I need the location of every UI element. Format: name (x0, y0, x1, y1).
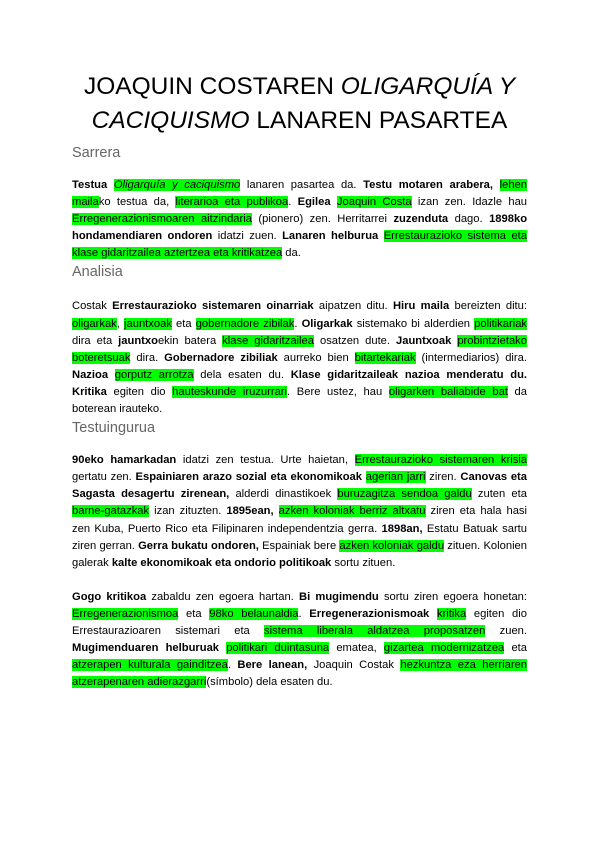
bold-text: Espainiaren arazo sozial eta ekonomikoak (135, 471, 362, 484)
highlighted-text: Erregenerazionismoaren aitzindaria (72, 213, 252, 226)
plain-text: dela esaten du. (193, 368, 291, 381)
paragraph-testuingurua-1 (72, 452, 527, 572)
plain-text (274, 505, 279, 517)
bold-text: jauntxo (118, 334, 158, 347)
bold-text: zuzenduta (393, 213, 449, 226)
section-heading-testuingurua: Testuingurua (72, 420, 156, 437)
plain-text: gertatu zen. (72, 471, 136, 484)
plain-text: Joaquin Costak (307, 659, 401, 672)
plain-text: ziren eta hala hasi zen Kuba, Puerto Rico eta Filipinaren independentzia gerra. (72, 505, 527, 535)
bold-text: Canovas eta Sagasta desagertu zirenean, (72, 471, 527, 501)
paragraph-analisia (72, 298, 527, 418)
plain-text: aurreko bien (277, 351, 355, 364)
highlighted-text: oligarken baliabide bat (388, 385, 508, 398)
plain-text (108, 369, 115, 381)
highlighted-text: hezkuntza eza herriaren atzerapenaren adierazgarri (72, 659, 527, 689)
plain-text: sortu ziren egoera honetan: (378, 590, 527, 603)
plain-text: dira. (130, 351, 165, 364)
plain-text: Costak (72, 300, 113, 313)
highlighted-text: buruzagitza sendoa galdu (337, 488, 472, 501)
plain-text: aipatzen ditu. (313, 300, 393, 313)
highlighted-text: Erregenerazionismoa (72, 607, 179, 620)
highlighted-text: gizartea modernizatzea (383, 642, 505, 655)
plain-text: osatzen dute. (313, 334, 396, 347)
bold-text: 90eko hamarkadan (72, 454, 177, 467)
plain-text: . (227, 659, 238, 672)
highlighted-text: Errestaurazioko sistemaren krisia (354, 454, 527, 467)
highlighted-text: lehen maila (72, 179, 527, 209)
document-page (72, 70, 527, 691)
plain-text: eta (504, 642, 528, 655)
paragraph-sarrera (72, 177, 527, 262)
bold-text: Egilea (297, 196, 337, 209)
plain-text: idatzi zen testua. Urte haietan, (176, 454, 355, 467)
title-italic-work: OLIGARQUÍA Y CACIQUISMO (91, 73, 516, 134)
plain-text: . Bere ustez, hau (287, 385, 389, 398)
plain-text: Espainiak bere (258, 539, 340, 552)
bold-text: Gerra bukatu ondoren, (138, 539, 259, 552)
paragraph-testuingurua-2 (72, 589, 527, 692)
document-title (72, 70, 527, 138)
highlighted-text: azken koloniak galdu (339, 539, 445, 552)
plain-text: alderdi dinastikoek (229, 488, 338, 501)
plain-text: zabaldu zen egoera hartan. (146, 590, 299, 603)
highlighted-text: kritika (436, 607, 467, 620)
plain-text: dira eta (72, 334, 119, 347)
plain-text: sistemako bi alderdien (352, 317, 475, 330)
plain-text: eta (178, 607, 210, 620)
plain-text: ematea, (329, 642, 384, 655)
highlighted-text: hauteskunde iruzurrari (172, 385, 288, 398)
title-part-2: LANAREN PASARTEA (249, 107, 508, 134)
bold-text: Hiru maila (392, 300, 450, 313)
highlighted-text: bitartekariak (354, 351, 416, 364)
bold-text: Jauntxoak (396, 334, 452, 347)
highlighted-text: azken koloniak berriz altxatu (278, 505, 426, 518)
bold-text: Oligarkak (301, 317, 353, 330)
bold-text: Lanaren helburua (282, 230, 384, 243)
bold-text: Bere lanean, (237, 659, 308, 672)
bold-text: Bi mugimendu (299, 590, 379, 603)
plain-text: , (116, 317, 125, 330)
highlighted-text: atzerapen kulturala gainditzea (72, 659, 228, 672)
plain-text: egiten dio Errestaurazioaren sistemari eta (72, 607, 527, 637)
bold-text: Gogo kritikoa (72, 590, 147, 603)
plain-text: (intermediarios) dira. (415, 351, 527, 364)
section-heading-sarrera: Sarrera (72, 145, 121, 161)
bold-text: Klase gidaritzaileak nazioa menderatu du. Kritika (72, 368, 528, 398)
plain-text: sortu zituen. (331, 556, 396, 569)
highlighted-text: politikari duintasuna (226, 642, 330, 655)
plain-text: ekin batera (157, 334, 223, 347)
plain-text: izan zen. Idazle hau (411, 196, 528, 209)
title-part-1: JOAQUIN COSTAREN (83, 73, 341, 100)
plain-text: da. (282, 247, 301, 260)
bold-text: Nazioa (72, 368, 109, 381)
bold-text: Errestaurazioko sistemaren oinarriak (112, 300, 314, 313)
bold-text: 1898ko hondamendiaren ondoren (72, 213, 528, 243)
highlighted-text: Joaquin Costa (336, 196, 412, 209)
plain-text: egiten dio (106, 385, 173, 398)
highlighted-text: agerian jarri (365, 471, 426, 484)
highlighted-text: probintzietako boteretsuak (72, 334, 527, 364)
highlighted-italic-text: Oligarquía y caciquismo (113, 179, 241, 191)
plain-text: zuten eta (471, 488, 527, 501)
section-heading-analisia: Analisia (72, 264, 123, 281)
plain-text: . (288, 196, 298, 209)
bold-text: kalte ekonomikoak eta ondorio politikoak (111, 556, 332, 569)
plain-text: zituen. Kolonien galerak (72, 539, 527, 569)
plain-text: Estatu Batuak sartu ziren gerran. (72, 522, 527, 552)
plain-text: ko testua da, (98, 196, 176, 209)
highlighted-text: gorputz arrotza (114, 368, 194, 381)
plain-text: (pionero) zen. Herritarrei (251, 213, 394, 226)
plain-text: . (294, 317, 302, 330)
highlighted-text: literarioa eta publikoa (175, 196, 289, 209)
highlighted-text: gobernadore zibilak (195, 317, 295, 330)
bold-text: Testu motaren arabera, (363, 179, 500, 191)
highlighted-text: oligarkak (72, 317, 117, 330)
plain-text: da boterean irauteko. (72, 385, 527, 416)
plain-text: eta (171, 317, 196, 330)
plain-text: bereizten ditu: (449, 300, 527, 313)
plain-text: idatzi zuen. (212, 230, 283, 243)
bold-text: 1898an, (381, 522, 423, 535)
highlighted-text: 98ko belaunaldia (209, 607, 299, 620)
bold-text: Mugimenduaren helburuak (72, 642, 220, 655)
bold-text: Erregenerazionismoak (309, 607, 437, 620)
plain-text: ziren. (425, 471, 461, 484)
highlighted-text: barne-gatazkak (72, 505, 150, 518)
highlighted-text: politikariak (474, 317, 528, 330)
highlighted-text: klase gidaritzailea (222, 334, 314, 347)
bold-text: Testua (72, 179, 114, 191)
plain-text: . (298, 607, 310, 620)
plain-text: zuen. (485, 624, 527, 637)
highlighted-text: Errestaurazioko sistema eta klase gidaritzailea aztertzea eta kritikatzea (72, 230, 527, 260)
plain-text: izan zituzten. (149, 505, 227, 518)
plain-text: (símbolo) dela esaten du. (206, 676, 333, 689)
plain-text: dago. (448, 213, 490, 226)
plain-text: lanaren pasartea da. (240, 179, 364, 191)
bold-text: 1895ean, (226, 505, 274, 518)
highlighted-text: sistema liberala aldatzea proposatzen (264, 624, 486, 637)
highlighted-text: jauntxoak (124, 317, 172, 330)
bold-text: Gobernadore zibiliak (164, 351, 278, 364)
